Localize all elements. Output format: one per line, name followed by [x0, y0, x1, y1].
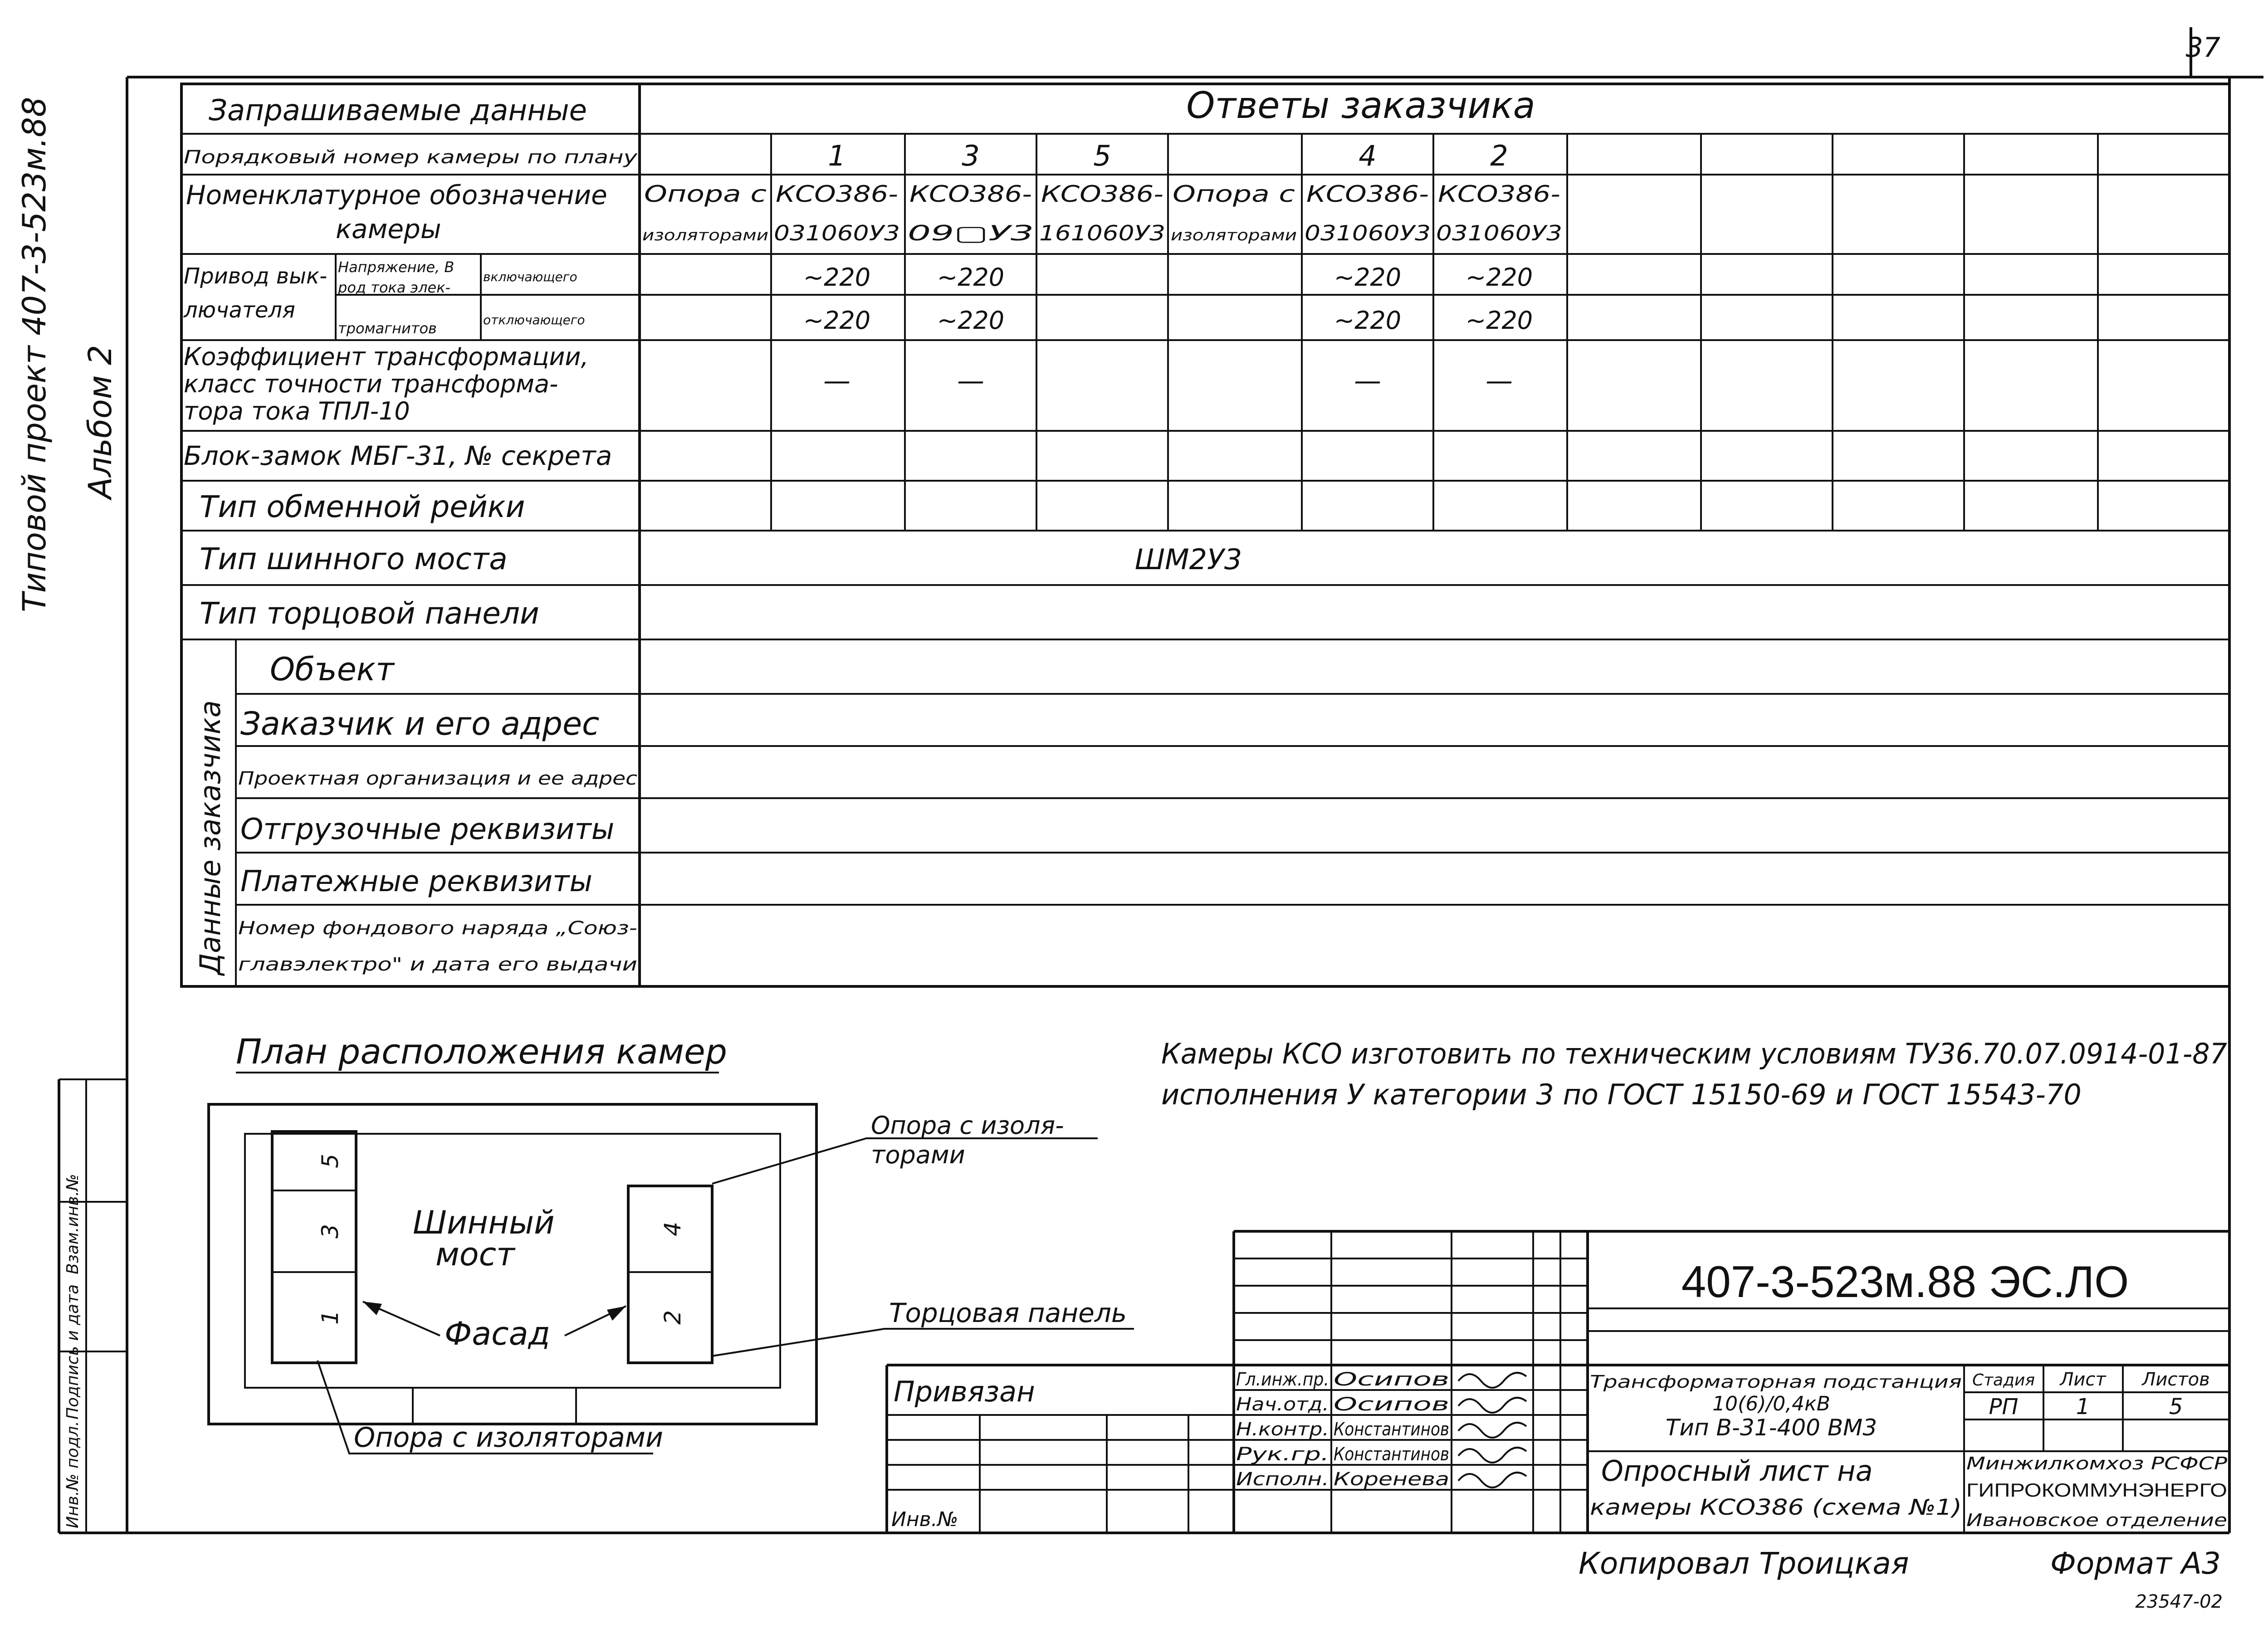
column-name-suffix: 031060У3	[1305, 221, 1431, 245]
project-name-2: 10(6)/0,4кВ	[1712, 1392, 1830, 1415]
margin-label-inv: Инв.№ подл.	[64, 1421, 82, 1528]
column-voltage-off: ~220	[937, 306, 1005, 335]
row-label-coefficient: Коэффициент трансформации,	[184, 342, 589, 371]
signer-name: Константинов	[1334, 1419, 1449, 1440]
column-coefficient: —	[957, 365, 984, 397]
side-stamp-project: Типовой проект 407-3-523м.88	[16, 97, 53, 612]
row-label-block-lock: Блок-замок МБГ-31, № секрета	[184, 440, 612, 471]
signer-name: Константинов	[1334, 1444, 1449, 1465]
plan-facade-label: Фасад	[445, 1315, 550, 1352]
column-name-suffix: 031060У3	[774, 221, 900, 245]
column-voltage-off: ~220	[803, 306, 871, 335]
header-customer-answers: Ответы заказчика	[1186, 84, 1535, 127]
column-coefficient: —	[823, 365, 850, 397]
sheets-label: Листов	[2142, 1369, 2210, 1390]
plan-cell-2: 2	[660, 1310, 686, 1325]
plan-support-label-top: Опора с изоля-	[871, 1111, 1064, 1140]
signer-role: Н.контр.	[1236, 1419, 1329, 1440]
column-voltage-on: ~220	[1334, 263, 1402, 292]
row-label-voltage: Напряжение, В	[338, 259, 455, 276]
plan-title: План расположения камер	[236, 1031, 727, 1072]
customer-row-fund-order-2: главэлектро" и дата его выдачи	[238, 954, 637, 975]
column-voltage-on: ~220	[803, 263, 871, 292]
sheet-description-2: камеры КСО386 (схема №1)	[1590, 1495, 1962, 1520]
row-label-exchange-rail: Тип обменной рейки	[200, 489, 525, 524]
row-label-sequence-number: Порядковый номер камеры по плану	[184, 147, 638, 168]
bus-bridge-value: ШМ2У3	[1134, 543, 1242, 576]
signer-role: Гл.инж.пр.	[1236, 1369, 1329, 1390]
row-label-drive-2: лючателя	[184, 298, 295, 323]
bound-label: Привязан	[894, 1375, 1035, 1408]
archive-number: 23547-02	[2135, 1591, 2223, 1612]
sheet-value: 1	[2076, 1394, 2090, 1419]
manufacturing-note: Камеры КСО изготовить по техническим условиям ТУ36.70.07.0914-01-87	[1161, 1037, 2227, 1070]
plan-end-panel-label: Торцовая панель	[889, 1297, 1127, 1328]
signer-name: Осипов	[1334, 1369, 1449, 1390]
column-seq-number: 5	[1093, 139, 1111, 172]
document-code: 407-3-523м.88 ЭС.ЛО	[1681, 1257, 2129, 1307]
signature-scribble	[1458, 1473, 1526, 1488]
row-label-switch-off: отключающего	[483, 312, 585, 327]
column-seq-number: 3	[962, 139, 980, 172]
inventory-label: Инв.№	[891, 1508, 958, 1531]
camera-columns	[642, 139, 1562, 397]
column-name: КСО386-	[1306, 181, 1429, 207]
column-coefficient: —	[1354, 365, 1381, 397]
plan-cell-4: 4	[660, 1222, 686, 1236]
column-name: Опора с	[1173, 181, 1295, 207]
signer-role: Нач.отд.	[1236, 1394, 1329, 1415]
project-type: Тип В-31-400 ВМ3	[1665, 1415, 1877, 1441]
row-label-bus-bridge: Тип шинного моста	[200, 541, 508, 576]
column-name-suffix: 031060У3	[1436, 221, 1562, 245]
signature-scribble	[1458, 1423, 1526, 1438]
manufacturing-note-2: исполнения У категории 3 по ГОСТ 15150-69 и ГОСТ 15543-70	[1161, 1078, 2082, 1111]
signature-scribble	[1458, 1448, 1526, 1463]
column-name: КСО386-	[1041, 181, 1163, 207]
sheet-format: Формат А3	[2050, 1546, 2221, 1581]
column-name: КСО386-	[909, 181, 1032, 207]
customer-row-fund-order: Номер фондового наряда „Союз-	[238, 918, 637, 939]
row-label-end-panel: Тип торцовой панели	[200, 596, 539, 631]
customer-row-shipping: Отгрузочные реквизиты	[240, 813, 615, 846]
plan-cell-5: 5	[317, 1154, 343, 1168]
project-name: Трансформаторная подстанция	[1590, 1372, 1962, 1392]
column-coefficient: —	[1486, 365, 1513, 397]
customer-row-address: Заказчик и его адрес	[240, 705, 600, 742]
plan-cell-1: 1	[317, 1310, 343, 1325]
signer-role: Рук.гр.	[1236, 1444, 1329, 1465]
signer-role: Исполн.	[1236, 1469, 1329, 1490]
column-name-suffix: 09▢У3	[908, 221, 1034, 245]
copied-by: Копировал Троицкая	[1579, 1546, 1909, 1581]
sheet-description: Опросный лист на	[1601, 1454, 1873, 1488]
column-name: КСО386-	[1438, 181, 1560, 207]
column-name-suffix: 161060У3	[1039, 221, 1165, 245]
header-requested-data: Запрашиваемые данные	[209, 94, 587, 127]
customer-row-object: Объект	[270, 651, 394, 688]
customer-row-design-org: Проектная организация и ее адрес	[238, 768, 638, 789]
plan-support-label-top-2: торами	[871, 1141, 965, 1169]
column-seq-number: 2	[1490, 139, 1508, 172]
signature-scribble	[1458, 1373, 1526, 1388]
row-label-coefficient-2: класс точности трансформа-	[184, 370, 558, 398]
organization-ministry: Минжилкомхоз РСФСР	[1966, 1454, 2228, 1473]
organization-branch: Ивановское отделение	[1966, 1510, 2227, 1530]
sheets-value: 5	[2169, 1394, 2183, 1419]
margin-label-replaces: Взам.инв.№	[64, 1174, 82, 1274]
customer-row-payment: Платежные реквизиты	[240, 865, 593, 898]
column-name: КСО386-	[776, 181, 898, 207]
stage-label: Стадия	[1972, 1371, 2035, 1390]
row-label-nomenclature: Номенклатурное обозначение	[186, 180, 607, 210]
signer-name: Коренева	[1334, 1469, 1449, 1490]
row-label-coefficient-3: тора тока ТПЛ-10	[184, 397, 410, 425]
row-label-voltage-3: тромагнитов	[338, 320, 437, 337]
row-label-voltage-2: род тока элек-	[338, 279, 451, 296]
plan-cell-3: 3	[317, 1224, 343, 1239]
stage-value: РП	[1989, 1394, 2019, 1419]
column-voltage-on: ~220	[1465, 263, 1533, 292]
signer-name: Осипов	[1334, 1394, 1449, 1415]
column-name-suffix: изоляторами	[642, 226, 768, 244]
row-label-switch-on: включающего	[483, 269, 577, 284]
margin-label-signature: Подпись и дата	[64, 1284, 82, 1419]
plan-bus-label-2: мост	[435, 1236, 515, 1273]
organization-institute: ГИПРОКОММУНЭНЕРГО	[1966, 1479, 2227, 1501]
page-number: 37	[2185, 32, 2220, 63]
plan-bus-label: Шинный	[413, 1204, 555, 1241]
row-label-drive: Привод вык-	[184, 263, 327, 289]
column-voltage-off: ~220	[1465, 306, 1533, 335]
side-stamp-album: Альбом 2	[82, 345, 119, 499]
column-voltage-off: ~220	[1334, 306, 1402, 335]
column-seq-number: 4	[1359, 139, 1377, 172]
sheet-label: Лист	[2060, 1369, 2106, 1390]
column-voltage-on: ~220	[937, 263, 1005, 292]
row-label-nomenclature-2: камеры	[336, 214, 441, 244]
signature-scribble	[1458, 1398, 1526, 1413]
column-name-suffix: изоляторами	[1171, 226, 1297, 244]
questionnaire-table-grid	[181, 84, 2229, 986]
customer-group-label: Данные заказчика	[194, 700, 227, 975]
plan-support-label-bottom: Опора с изоляторами	[354, 1422, 663, 1454]
column-seq-number: 1	[828, 139, 846, 172]
column-name: Опора с	[644, 181, 767, 207]
signature-rows	[1236, 1369, 1526, 1490]
